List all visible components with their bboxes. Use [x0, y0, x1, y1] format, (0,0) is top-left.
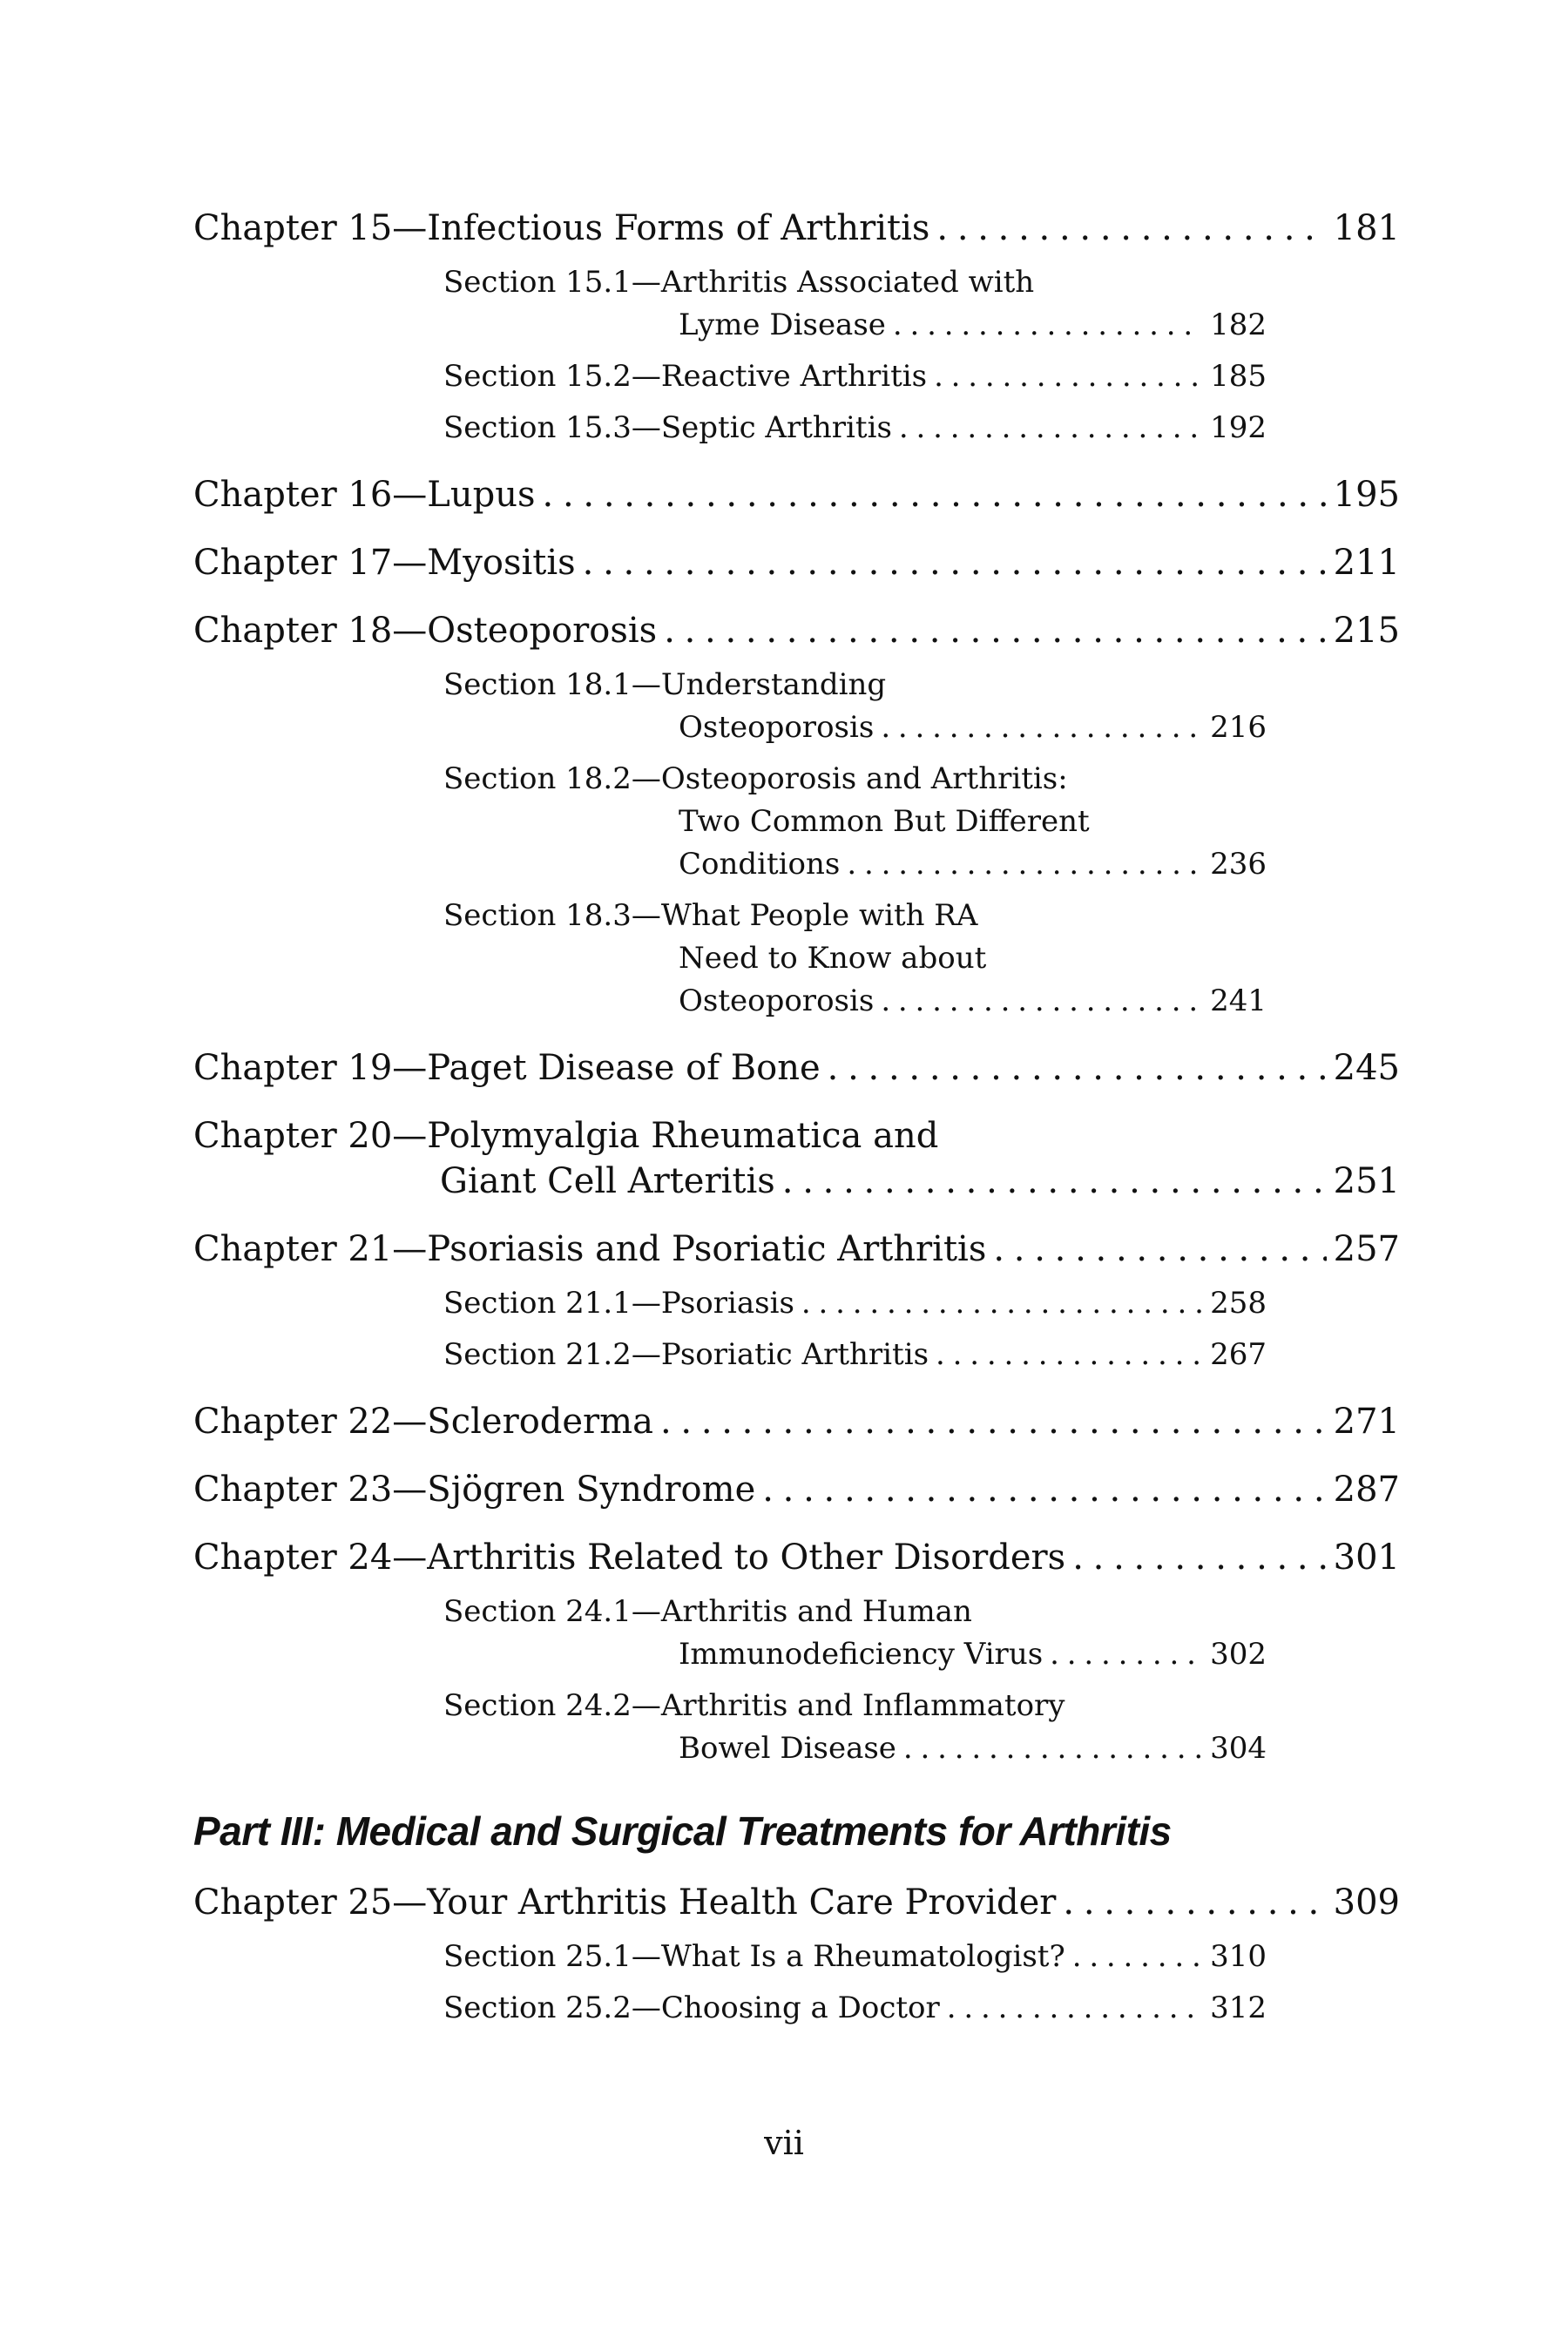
dot-leader	[801, 1282, 1203, 1325]
toc-page-number: 241	[1210, 983, 1267, 1018]
toc-entry-title: Need to Know about	[679, 941, 987, 976]
toc-entry-line	[443, 304, 1267, 347]
dot-leader	[934, 355, 1203, 398]
toc-entry-title: Giant Cell Arteritis	[440, 1161, 775, 1201]
toc-page-number: 310	[1210, 1939, 1267, 1974]
toc-entry-title: Section 15.2—Reactive Arthritis	[443, 359, 928, 394]
dot-leader	[936, 1334, 1203, 1376]
toc-entry-line	[193, 206, 1400, 251]
toc-section-entry	[443, 1685, 1267, 1770]
toc-entry-line	[193, 608, 1400, 653]
toc-page-number: 258	[1210, 1286, 1267, 1321]
dot-leader	[847, 843, 1203, 886]
dot-leader	[893, 304, 1203, 347]
toc-entry-line	[443, 1282, 1267, 1325]
toc-chapter-entry	[193, 206, 1400, 251]
toc-entry-title: Chapter 24—Arthritis Related to Other Disorders	[193, 1538, 1066, 1578]
toc-chapter-entry	[193, 608, 1400, 653]
toc-entry-title: Chapter 16—Lupus	[193, 475, 536, 515]
toc-entry-title: Chapter 18—Osteoporosis	[193, 611, 658, 651]
toc-section-entry	[443, 355, 1267, 398]
toc-page-number: 216	[1210, 710, 1267, 745]
dot-leader	[543, 472, 1327, 517]
toc-page-number: 301	[1333, 1538, 1400, 1578]
toc-entry-line	[193, 1880, 1400, 1925]
toc-chapter-entry	[193, 1880, 1400, 1925]
toc-page-number: 271	[1333, 1402, 1400, 1442]
toc-entry-title: Chapter 19—Paget Disease of Bone	[193, 1048, 821, 1088]
toc-chapter-entry	[193, 1113, 1400, 1204]
table-of-contents	[193, 206, 1400, 2030]
dot-leader	[993, 1227, 1326, 1272]
toc-section-entry	[443, 1282, 1267, 1325]
toc-page-number: 257	[1333, 1229, 1400, 1269]
toc-entry-title: Bowel Disease	[679, 1731, 896, 1766]
toc-section-entry	[443, 1987, 1267, 2030]
toc-entry-line	[193, 1535, 1400, 1580]
toc-entry-title: Section 25.2—Choosing a Doctor	[443, 1990, 940, 2025]
toc-chapter-entry	[193, 540, 1400, 585]
toc-page-number: 181	[1333, 208, 1400, 248]
toc-entry-line	[443, 758, 1267, 801]
toc-page-number: 309	[1333, 1882, 1400, 1923]
dot-leader	[664, 608, 1326, 653]
dot-leader	[1072, 1936, 1203, 1978]
toc-chapter-entry	[193, 472, 1400, 517]
toc-entry-line	[193, 1045, 1400, 1091]
toc-page-number: 211	[1333, 543, 1400, 583]
toc-entry-title: Chapter 25—Your Arthritis Health Care Provider	[193, 1882, 1057, 1923]
toc-entry-line	[193, 472, 1400, 517]
toc-entry-line	[443, 937, 1267, 980]
toc-entry-line	[443, 895, 1267, 937]
toc-chapter-entry	[193, 1467, 1400, 1512]
toc-entry-title: Section 21.2—Psoriatic Arthritis	[443, 1337, 929, 1372]
toc-entry-line	[193, 1227, 1400, 1272]
toc-entry-line	[443, 1591, 1267, 1633]
toc-entry-title: Section 15.1—Arthritis Associated with	[443, 265, 1035, 300]
dot-leader	[936, 206, 1326, 251]
toc-page-number: 287	[1333, 1470, 1400, 1510]
toc-entry-title: Conditions	[679, 847, 841, 882]
dot-leader	[1072, 1535, 1326, 1580]
toc-page-number: 185	[1210, 359, 1267, 394]
toc-entry-title: Chapter 22—Scleroderma	[193, 1402, 653, 1442]
dot-leader	[1063, 1880, 1326, 1925]
toc-entry-title: Section 15.3—Septic Arthritis	[443, 410, 892, 445]
dot-leader	[782, 1159, 1327, 1204]
toc-page-number: 312	[1210, 1990, 1267, 2025]
toc-page-number: 245	[1333, 1048, 1400, 1088]
toc-entry-title: Osteoporosis	[679, 983, 875, 1018]
toc-entry-line	[443, 1334, 1267, 1376]
dot-leader	[947, 1987, 1203, 2030]
toc-entry-title: Section 25.1—What Is a Rheumatologist?	[443, 1939, 1065, 1974]
toc-entry-title: Two Common But Different	[679, 804, 1090, 839]
toc-entry-title: Chapter 23—Sjögren Syndrome	[193, 1470, 756, 1510]
toc-page-number: 251	[1333, 1161, 1400, 1201]
dot-leader	[828, 1045, 1327, 1091]
dot-leader	[583, 540, 1327, 585]
toc-chapter-entry	[193, 1535, 1400, 1580]
toc-entry-line	[443, 355, 1267, 398]
toc-entry-line	[443, 1633, 1267, 1676]
toc-page-number: 192	[1210, 410, 1267, 445]
dot-leader	[660, 1399, 1327, 1444]
toc-entry-title: Section 18.2—Osteoporosis and Arthritis:	[443, 761, 1068, 796]
dot-leader	[881, 980, 1203, 1023]
toc-section-entry	[443, 407, 1267, 449]
toc-chapter-entry	[193, 1227, 1400, 1272]
toc-page-number: 182	[1210, 308, 1267, 342]
toc-section-entry	[443, 1936, 1267, 1978]
toc-section-entry	[443, 1591, 1267, 1676]
toc-page-number: 195	[1333, 475, 1400, 515]
toc-entry-title: Section 24.1—Arthritis and Human	[443, 1594, 972, 1629]
toc-entry-title: Section 18.1—Understanding	[443, 667, 887, 702]
toc-entry-title: Chapter 21—Psoriasis and Psoriatic Arthritis	[193, 1229, 987, 1269]
toc-page-number: 267	[1210, 1337, 1267, 1372]
toc-entry-line	[193, 1399, 1400, 1444]
toc-entry-title: Section 21.1—Psoriasis	[443, 1286, 794, 1321]
toc-entry-title: Section 18.3—What People with RA	[443, 898, 978, 933]
toc-section-entry	[443, 895, 1267, 1023]
dot-leader	[881, 706, 1203, 749]
toc-entry-line	[443, 1987, 1267, 2030]
dot-leader	[899, 407, 1203, 449]
toc-entry-title: Chapter 15—Infectious Forms of Arthritis	[193, 208, 930, 248]
toc-entry-line	[193, 1113, 1400, 1159]
toc-entry-title: Section 24.2—Arthritis and Inflammatory	[443, 1688, 1065, 1723]
toc-chapter-entry	[193, 1045, 1400, 1091]
toc-entry-line	[443, 1936, 1267, 1978]
toc-entry-line	[443, 980, 1267, 1023]
toc-section-entry	[443, 1334, 1267, 1376]
toc-entry-title: Immunodeficiency Virus	[679, 1637, 1044, 1672]
dot-leader	[762, 1467, 1326, 1512]
toc-entry-line	[443, 407, 1267, 449]
toc-entry-line	[193, 540, 1400, 585]
toc-entry-line	[443, 706, 1267, 749]
toc-chapter-entry	[193, 1399, 1400, 1444]
toc-entry-line	[193, 1159, 1400, 1204]
toc-page-number: 236	[1210, 847, 1267, 882]
toc-entry-line	[443, 843, 1267, 886]
toc-page-number: 302	[1210, 1637, 1267, 1672]
toc-entry-line	[443, 1685, 1267, 1727]
toc-entry-title: Chapter 20—Polymyalgia Rheumatica and	[193, 1116, 939, 1156]
toc-page-number: 304	[1210, 1731, 1267, 1766]
toc-entry-title: Chapter 17—Myositis	[193, 543, 576, 583]
toc-entry-line	[443, 664, 1267, 706]
toc-section-entry	[443, 261, 1267, 347]
toc-entry-line	[443, 801, 1267, 843]
dot-leader	[903, 1727, 1203, 1770]
toc-section-entry	[443, 664, 1267, 749]
toc-page-number: 215	[1333, 611, 1400, 651]
dot-leader	[1050, 1633, 1203, 1676]
part-heading: Part III: Medical and Surgical Treatments for Arthritis	[193, 1808, 1172, 1854]
page-number: vii	[764, 2124, 804, 2162]
toc-entry-title: Osteoporosis	[679, 710, 875, 745]
toc-entry-line	[443, 261, 1267, 304]
toc-section-entry	[443, 758, 1267, 886]
toc-entry-line	[193, 1467, 1400, 1512]
toc-entry-title: Lyme Disease	[679, 308, 886, 342]
toc-entry-line	[443, 1727, 1267, 1770]
